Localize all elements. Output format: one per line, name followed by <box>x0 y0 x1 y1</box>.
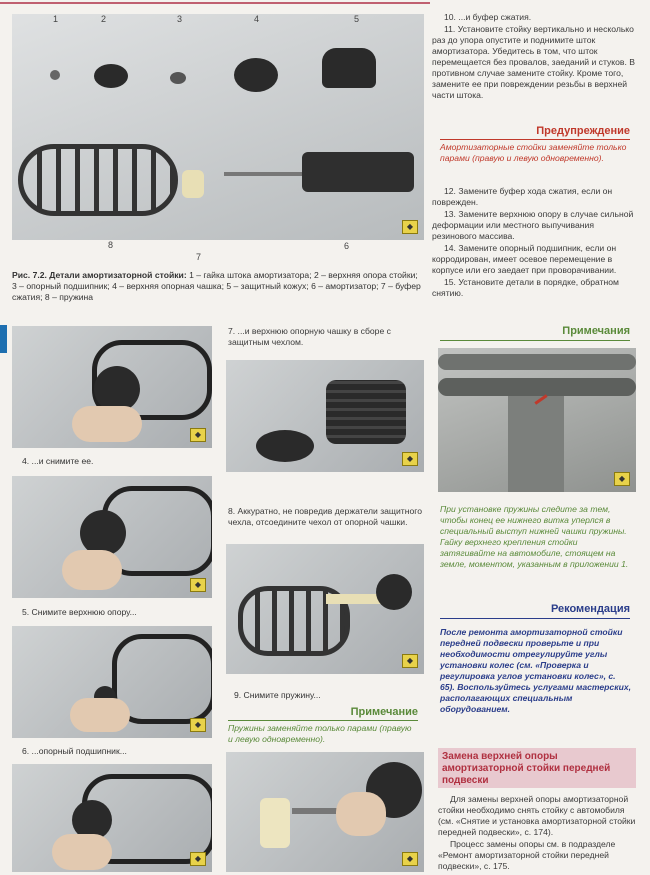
photo-step-8 <box>226 544 424 674</box>
camera-icon: ◆ <box>402 852 418 866</box>
step-4-caption: 4. ...и снимите ее. <box>22 456 94 466</box>
photo-step-6b <box>12 764 212 872</box>
callout-2: 2 <box>101 14 107 24</box>
note-spring-rule <box>228 720 418 721</box>
step-10: 10. ...и буфер сжатия. <box>444 12 532 22</box>
step-5-caption: 5. Снимите верхнюю опору... <box>22 607 137 617</box>
right-column-steps <box>432 186 638 300</box>
callout-5: 5 <box>354 14 360 24</box>
part-bump-stop <box>182 170 204 198</box>
top-rule <box>0 2 430 4</box>
photo-spring-seat <box>438 348 636 492</box>
callout-1: 1 <box>53 14 59 24</box>
notes-text: При установке пружины следите за тем, чтобы конец ее нижнего витка уперлся в специальный выступ нижней чашки пружины. Гайку верхнего крепления стойки затягивайте на автомобиле, стоящем на земле, моментом, указанным в приложении 1. <box>440 504 629 569</box>
photo-step-7 <box>226 360 424 472</box>
figure-photo <box>12 14 424 240</box>
callout-4: 4 <box>254 14 260 24</box>
photo-step-6 <box>12 626 212 738</box>
section-title-text: Замена верхней опоры амортизаторной стойки передней подвески <box>442 751 611 786</box>
photo-step-4 <box>12 326 212 448</box>
note-spring-text: Пружины заменяйте только парами (правую и левую одновременно). <box>228 723 412 744</box>
camera-icon: ◆ <box>190 578 206 592</box>
figure-caption-text: 1 – гайка штока амортизатора; 2 – верхняя опора стойки; 3 – опорный подшипник; 4 – верхняя опорная чашка; 5 – защитный кожух; 6 – амортизатор; 7 – буфер сжатия; 8 – пружина <box>12 270 421 302</box>
note-spring-title: Примечание <box>350 706 418 718</box>
photo-step-9 <box>226 752 424 872</box>
camera-icon: ◆ <box>402 654 418 668</box>
callout-7: 7 <box>196 252 202 262</box>
camera-icon: ◆ <box>614 472 630 486</box>
section-body <box>438 794 638 873</box>
part-shock-body <box>302 152 414 192</box>
warning-text: Амортизаторные стойки заменяйте только парами (правую и левую одновременно). <box>440 142 627 163</box>
step-9-caption: 9. Снимите пружину... <box>234 690 321 700</box>
callout-6: 6 <box>344 241 350 251</box>
step-11: 11. Установите стойку вертикально и несколько раз до упора опустите и поднимите шток амортизатора. Убедитесь в том, что шток перемещается без провалов, заеданий и стуков. В противном случае замените стойку. Кроме того, замените ее при повреждении резьбы в верхней части штока. <box>432 24 635 100</box>
step-15: 15. Установите детали в порядке, обратном снятию. <box>432 277 619 298</box>
part-upper-cup <box>234 58 278 92</box>
part-bearing <box>170 72 186 84</box>
right-column-top <box>432 12 638 102</box>
step-6-caption: 6. ...опорный подшипник... <box>22 746 127 756</box>
step-14: 14. Замените опорный подшипник, если он корродирован, имеет осевое перемещение в корпусе или его заедает при проворачивании. <box>432 243 617 275</box>
step-8-caption: 8. Аккуратно, не повредив держатели защитного чехла, отсоедините чехол от опорной чашки. <box>228 506 422 527</box>
recommendation-text: После ремонта амортизаторной стойки передней подвески проверьте и при необходимости отрегулируйте углы установки колес (см. «Проверка и регулировка углов установки колес», с. 65). Воспользуйтесь услугами мастерских, располагающих специальным оборудованием. <box>440 627 631 714</box>
warning-rule <box>440 139 630 140</box>
section-p2: Процесс замены опоры см. в подразделе «Ремонт амортизаторной стойки передней подвески», с. 175. <box>438 839 616 871</box>
recommendation-title: Рекомендация <box>550 603 630 615</box>
notes-title: Примечания <box>562 325 630 337</box>
callout-8: 8 <box>108 240 114 250</box>
part-shock-rod <box>224 172 314 176</box>
step-13: 13. Замените верхнюю опору в случае сильной деформации или местного выпучивания резинового массива. <box>432 209 634 241</box>
chapter-tab <box>0 325 7 353</box>
step-12: 12. Замените буфер хода сжатия, если он поврежден. <box>432 186 613 207</box>
part-boot <box>322 48 376 88</box>
callout-3: 3 <box>177 14 183 24</box>
figure-caption-title: Рис. 7.2. Детали амортизаторной стойки: <box>12 270 187 280</box>
camera-icon: ◆ <box>402 452 418 466</box>
photo-step-5 <box>12 476 212 598</box>
step-7-caption: 7. ...и верхнюю опорную чашку в сборе с защитным чехлом. <box>228 326 391 347</box>
camera-icon: ◆ <box>190 718 206 732</box>
notes-rule <box>440 340 630 341</box>
part-nut <box>50 70 60 80</box>
section-p1: Для замены верхней опоры амортизаторной стойки необходимо снять стойку с автомобиля (см. «Снятие и установка амортизаторной стойки передней подвески», с. 174). <box>438 794 636 837</box>
part-spring <box>18 144 178 216</box>
camera-icon: ◆ <box>190 428 206 442</box>
recommendation-rule <box>440 618 630 619</box>
section-title <box>438 748 636 788</box>
camera-icon: ◆ <box>190 852 206 866</box>
warning-title: Предупреждение <box>536 125 630 137</box>
camera-icon: ◆ <box>402 220 418 234</box>
figure-caption <box>12 270 424 303</box>
part-top-mount <box>94 64 128 88</box>
